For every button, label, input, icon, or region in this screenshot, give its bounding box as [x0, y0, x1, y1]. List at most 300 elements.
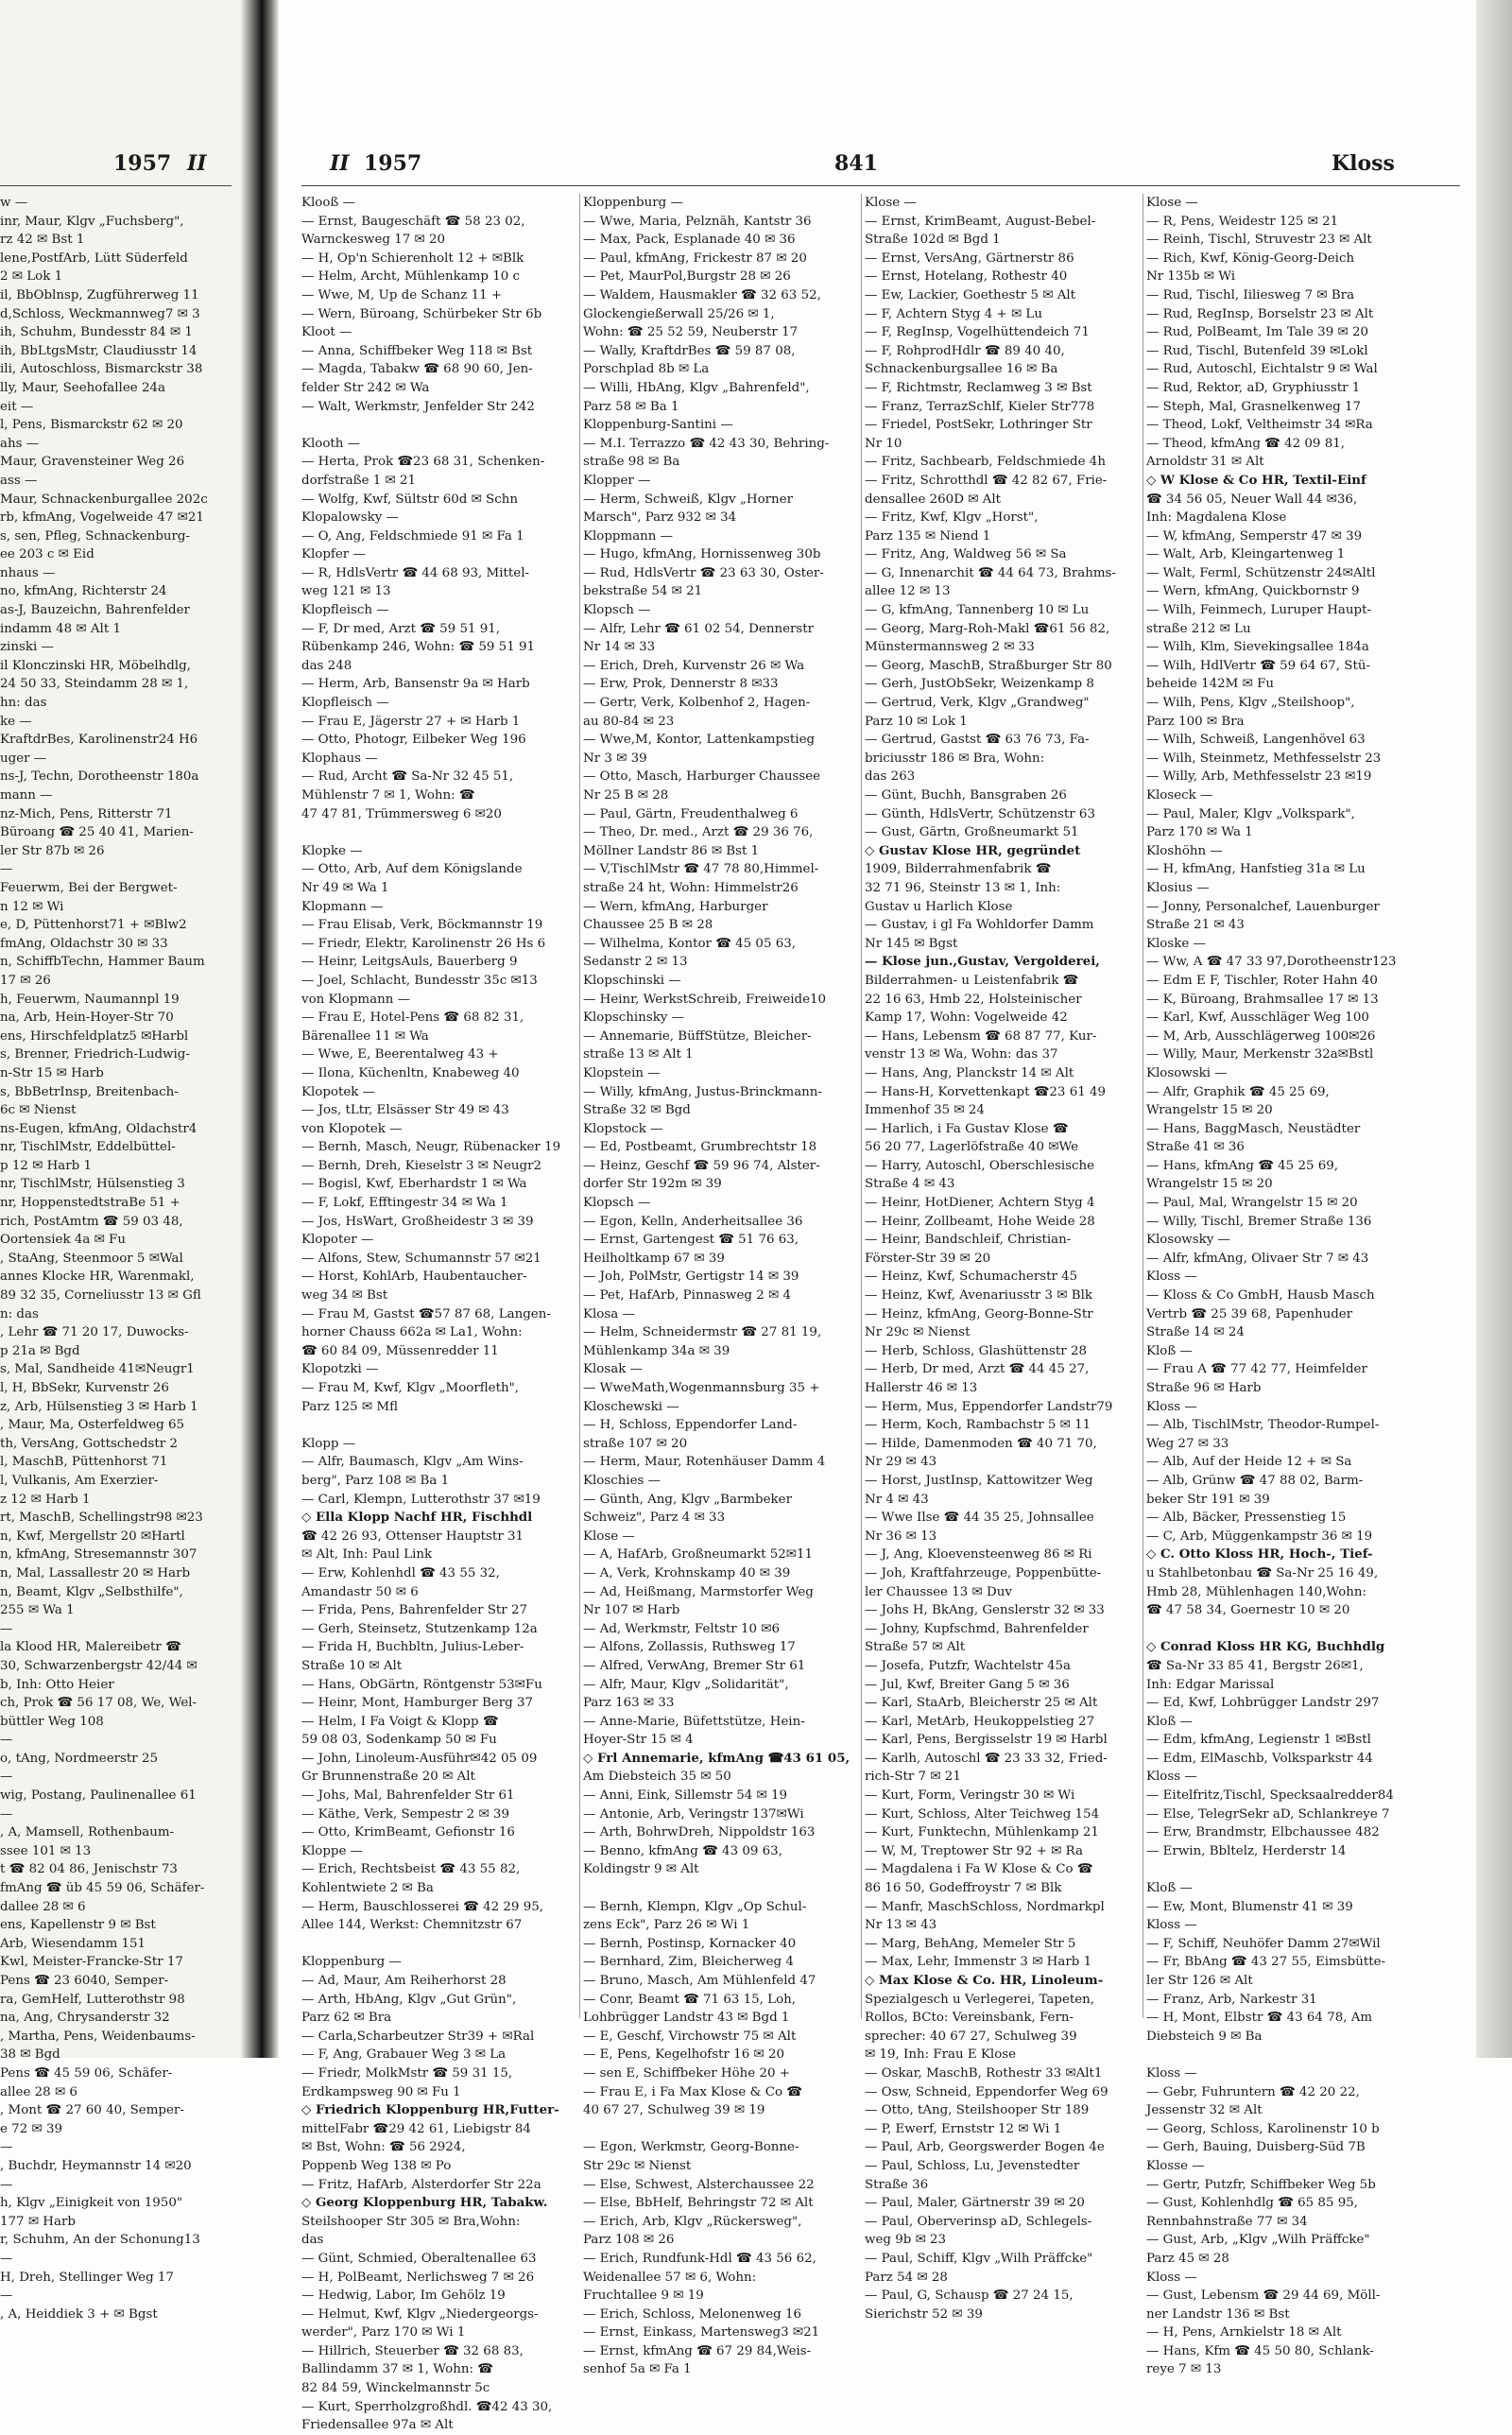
directory-entry-line: ili, Autoschloss, Bismarckstr 38: [0, 362, 203, 377]
directory-entry-line: Nr 10: [865, 436, 902, 451]
directory-entry-line: — Alb, Grünw ☎ 47 88 02, Barm-: [1146, 1473, 1364, 1488]
directory-entry-line: ✉ Alt, Inh: Paul Link: [301, 1547, 433, 1563]
directory-entry-line: — Gust, Kohlenhdlg ☎ 65 85 95,: [1146, 2196, 1359, 2211]
directory-entry-line: Nr 25 B ✉ 28: [583, 788, 669, 803]
directory-entry-line: fmAng ☎ üb 45 59 06, Schäfer-: [0, 1881, 205, 1896]
directory-entry-line: [1146, 1620, 1430, 1639]
directory-entry-line: t ☎ 82 04 86, Jenischstr 73: [0, 1862, 178, 1877]
directory-entry-line: — Wilh, Schweiß, Langenhövel 63: [1146, 733, 1366, 748]
left-header-year: 1957: [113, 151, 172, 176]
directory-entry-line: — Georg, MaschB, Straßburger Str 80: [865, 658, 1112, 673]
directory-entry-line: 255 ✉ Wa 1: [0, 1603, 75, 1618]
directory-entry-line: Parz 100 ✉ Bra: [1146, 714, 1245, 729]
directory-entry-line: — Ilona, Küchenltn, Knabeweg 40: [301, 1065, 520, 1080]
directory-entry-line: — Gust, Arb, „Klgv „Wilh Präffcke": [1146, 2233, 1370, 2248]
directory-entry-line: — Ed, Kwf, Lohbrügger Landstr 297: [1146, 1696, 1380, 1711]
directory-entry-line: — Edm E F, Tischler, Roter Hahn 40: [1146, 973, 1378, 988]
directory-entry-line: Weidenallee 57 ✉ 6, Wohn:: [583, 2270, 757, 2285]
directory-entry-line: — Wally, KraftdrBes ☎ 59 87 08,: [583, 343, 796, 358]
directory-entry-line: — Paul, Oberverinsp aD, Schlegels-: [865, 2214, 1092, 2229]
directory-entry-line: [583, 2120, 857, 2139]
directory-entry-line: — Alfons, Zollassis, Ruthsweg 17: [583, 1640, 796, 1655]
directory-entry-line: — Ernst, KrimBeamt, August-Bebel-: [865, 214, 1096, 229]
directory-entry-line: Kloß —: [1146, 1343, 1193, 1358]
directory-entry-line: Kloppenburg —: [583, 196, 683, 210]
directory-entry-line: — Fritz, Schrotthdl ☎ 42 82 67, Frie-: [865, 473, 1108, 488]
directory-entry-line: , Martha, Pens, Weidenbaums-: [0, 2029, 196, 2044]
directory-entry-line: — Heinr, Zollbeamt, Hohe Weide 28: [865, 1214, 1095, 1229]
directory-entry-line: — Helmut, Kwf, Klgv „Niedergeorgs-: [301, 2306, 539, 2322]
directory-entry-line: — Alfr, Graphik ☎ 45 25 69,: [1146, 1084, 1330, 1099]
directory-entry-line: Poppenb Weg 138 ✉ Po: [301, 2158, 452, 2173]
directory-entry-line: p 21a ✉ Bgd: [0, 1343, 80, 1358]
directory-entry-line: bekstraße 54 ✉ 21: [583, 584, 703, 599]
directory-entry-line: — Hans, Lebensm ☎ 68 87 77, Kur-: [865, 1028, 1097, 1044]
directory-entry-line: — Joh, PolMstr, Gertigstr 14 ✉ 39: [583, 1269, 799, 1285]
directory-entry-line: 22 16 63, Hmb 22, Holsteinischer: [865, 992, 1082, 1007]
directory-entry-line: — Walt, Arb, Kleingartenweg 1: [1146, 547, 1346, 562]
directory-entry-line: — V,TischlMstr ☎ 47 78 80,Himmel-: [583, 862, 819, 877]
directory-entry-line: — Erw, Kohlenhdl ☎ 43 55 32,: [301, 1565, 500, 1580]
directory-entry-line: Kloß —: [1146, 1881, 1193, 1896]
directory-entry-line: — Ew, Lackier, Goethestr 5 ✉ Alt: [865, 287, 1076, 302]
directory-entry-line: — F, Lokf, Efftingestr 34 ✉ Wa 1: [301, 1196, 508, 1211]
directory-entry-line: 86 16 50, Godeffroystr 7 ✉ Blk: [865, 1881, 1062, 1896]
directory-entry-line: Parz 135 ✉ Niend 1: [865, 528, 991, 544]
directory-entry-line: Klopsch —: [583, 603, 651, 618]
directory-entry-line: l, H, BbSekr, Kurvenstr 26: [0, 1381, 169, 1395]
directory-entry-line: 24 50 33, Steindamm 28 ✉ 1,: [0, 677, 189, 692]
directory-entry-line: — Erich, Rechtsbeist ☎ 43 55 82,: [301, 1862, 521, 1877]
directory-entry-line: Wohn: ☎ 25 52 59, Neuberstr 17: [583, 325, 799, 340]
directory-entry-line: Maur, Schnackenburgallee 202c: [0, 492, 208, 507]
directory-entry-line: ◇ Friedrich Kloppenburg HR,Futter-: [301, 2102, 559, 2118]
directory-entry-line: — Ad, Werkmstr, Feltstr 10 ✉6: [583, 1621, 780, 1636]
directory-entry-line: n, Mal, Lassallestr 20 ✉ Harb: [0, 1565, 191, 1580]
directory-entry-line: — G, Innenarchit ☎ 44 64 73, Brahms-: [865, 565, 1116, 580]
directory-entry-line: — Otto, Arb, Auf dem Königslande: [301, 862, 523, 877]
directory-entry-line: straße 98 ✉ Ba: [583, 455, 680, 470]
directory-entry-line: — Willy, Tischl, Bremer Straße 136: [1146, 1214, 1372, 1229]
directory-entry-line: — Franz, TerrazSchlf, Kieler Str778: [865, 399, 1095, 414]
directory-entry-line: — Oskar, MaschB, Rothestr 33 ✉Alt1: [865, 2065, 1103, 2081]
directory-entry-line: — Edm, kfmAng, Legienstr 1 ✉Bstl: [1146, 1733, 1371, 1748]
directory-entry-line: l, MaschB, Püttenhorst 71: [0, 1455, 168, 1470]
directory-entry-line: ens, Kapellenstr 9 ✉ Bst: [0, 1918, 156, 1933]
directory-entry-line: — Heinz, Kwf, Schumacherstr 45: [865, 1269, 1078, 1285]
directory-entry-line: weg 9b ✉ 23: [865, 2233, 947, 2248]
directory-entry-line: Nr 36 ✉ 13: [865, 1528, 937, 1544]
directory-entry-line: — Reinh, Tischl, Struvestr 23 ✉ Alt: [1146, 233, 1372, 248]
directory-entry-line: das 248: [301, 658, 352, 673]
directory-entry-line: Klosa —: [583, 1306, 635, 1321]
directory-entry-line: Büroang ☎ 25 40 41, Marien-: [0, 825, 194, 840]
directory-entry-line: Kloppe —: [301, 1843, 364, 1858]
directory-entry-line: Klopp —: [301, 1436, 356, 1451]
directory-entry-line: werder", Parz 170 ✉ Wi 1: [301, 2325, 466, 2340]
directory-entry-line: — Georg, Marg-Roh-Makl ☎61 56 82,: [865, 621, 1110, 636]
directory-entry-line: — Anna, Schiffbeker Weg 118 ✉ Bst: [301, 343, 533, 358]
directory-entry-line: — Kurt, Sperrholzgroßhdl. ☎42 43 30,: [301, 2399, 553, 2414]
directory-entry-line: Möllner Landstr 86 ✉ Bst 1: [583, 843, 760, 858]
directory-entry-line: Klopfleisch —: [301, 696, 389, 711]
directory-entry-line: — Gebr, Fuhruntern ☎ 42 20 22,: [1146, 2084, 1360, 2099]
directory-entry-line: Hmb 28, Mühlenhagen 140,Wohn:: [1146, 1584, 1367, 1599]
directory-entry-line: Straße 96 ✉ Harb: [1146, 1381, 1262, 1395]
directory-entry-line: — Gustav, i gl Fa Wohldorfer Damm: [865, 918, 1094, 933]
directory-entry-line: — Fritz, HafArb, Alsterdorfer Str 22a: [301, 2177, 541, 2192]
directory-entry-line: 2 ✉ Lok 1: [0, 269, 63, 285]
directory-entry-line: Klopper —: [583, 473, 651, 488]
directory-entry-line: ass —: [0, 473, 38, 488]
directory-entry-line: straße 212 ✉ Lu: [1146, 621, 1251, 636]
directory-entry-line: — Eitelfritz,Tischl, Specksaalredder84: [1146, 1788, 1394, 1804]
directory-entry-line: — Käthe, Verk, Sempestr 2 ✉ 39: [301, 1806, 509, 1822]
directory-entry-line: — Erich, Schloss, Melonenweg 16: [583, 2306, 802, 2322]
directory-entry-line: — Max, Pack, Esplanade 40 ✉ 36: [583, 233, 796, 248]
directory-entry-line: — Rud, PolBeamt, Im Tale 39 ✉ 20: [1146, 325, 1368, 340]
directory-entry-line: dorfer Str 192m ✉ 39: [583, 1177, 722, 1192]
directory-entry-line: 30, Schwarzenbergstr 42/44 ✉: [0, 1658, 198, 1673]
directory-entry-line: — Helm, Schneidermstr ☎ 27 81 19,: [583, 1325, 822, 1340]
directory-entry-line: n-Str 15 ✉ Harb: [0, 1065, 104, 1080]
left-page: [0, 142, 236, 2322]
directory-entry-line: Bärenallee 11 ✉ Wa: [301, 1028, 429, 1044]
directory-entry-line: — Frida, Pens, Bahrenfelder Str 27: [301, 1603, 527, 1618]
directory-entry-line: ns-J, Techn, Dorotheenstr 180a: [0, 769, 199, 785]
directory-column-4: [1146, 194, 1430, 2379]
directory-entry-line: Gustav u Harlich Klose: [865, 899, 1013, 914]
directory-entry-line: , StaAng, Steenmoor 5 ✉Wal: [0, 1251, 183, 1266]
directory-entry-line: ☎ 34 56 05, Neuer Wall 44 ✉36,: [1146, 492, 1358, 507]
directory-entry-line: — Carl, Klempn, Lutterothstr 37 ✉19: [301, 1492, 541, 1507]
directory-entry-line: Kloschies —: [583, 1473, 662, 1488]
directory-entry-line: — Johs H, BkAng, Genslerstr 32 ✉ 33: [865, 1603, 1105, 1618]
directory-entry-line: Nr 29 ✉ 43: [865, 1455, 937, 1470]
directory-entry-line: — Hans, Ang, Planckstr 14 ✉ Alt: [865, 1065, 1074, 1080]
directory-entry-line: — F, Dr med, Arzt ☎ 59 51 91,: [301, 621, 501, 636]
directory-entry-line: Straße 21 ✉ 43: [1146, 918, 1245, 933]
directory-entry-line: — Hans, ObGärtn, Röntgenstr 53✉Fu: [301, 1677, 542, 1692]
directory-entry-line: — Karl, Pens, Bergisselstr 19 ✉ Harbl: [865, 1733, 1108, 1748]
directory-entry-line: Klosse —: [1146, 2158, 1205, 2173]
directory-entry-line: inr, Maur, Klgv „Fuchsberg",: [0, 214, 184, 229]
directory-entry-line: — Bernh, Dreh, Kieselstr 3 ✉ Neugr2: [301, 1158, 541, 1173]
directory-entry-line: , A, Mamsell, Rothenbaum-: [0, 1825, 175, 1840]
directory-entry-line: ◇ W Klose & Co HR, Textil-Einf: [1146, 472, 1366, 488]
directory-entry-line: — sen E, Schiffbeker Höhe 20 +: [583, 2065, 790, 2081]
directory-entry-line: —: [0, 1733, 13, 1748]
column-divider: [861, 194, 862, 2018]
directory-entry-line: eit —: [0, 399, 34, 414]
directory-entry-line: briciusstr 186 ✉ Bra, Wohn:: [865, 751, 1045, 766]
directory-entry-line: — Alfons, Stew, Schumannstr 57 ✉21: [301, 1251, 541, 1266]
directory-entry-line: 40 67 27, Schulweg 39 ✉ 19: [583, 2103, 765, 2118]
directory-entry-line: — Gust, Lebensm ☎ 29 44 69, Möll-: [1146, 2288, 1381, 2304]
directory-entry-line: Friedensallee 97a ✉ Alt: [301, 2418, 454, 2433]
directory-entry-line: Klopstock —: [583, 1121, 663, 1136]
directory-entry-line: 17 ✉ 26: [0, 973, 51, 988]
directory-entry-line: Bilderrahmen- u Leistenfabrik ☎: [865, 973, 1079, 988]
directory-entry-line: Vertrb ☎ 25 39 68, Papenhuder: [1146, 1306, 1353, 1321]
directory-entry-line: Straße 14 ✉ 24: [1146, 1325, 1245, 1340]
directory-entry-line: Porschplad 8b ✉ La: [583, 362, 710, 377]
directory-entry-line: Wrangelstr 15 ✉ 20: [1146, 1103, 1273, 1118]
directory-entry-line: — Horst, KohlArb, Haubentaucher-: [301, 1269, 527, 1285]
book-gutter: [241, 0, 279, 2058]
directory-entry-line: — Herm, Mus, Eppendorfer Landstr79: [865, 1399, 1113, 1414]
directory-entry-line: von Klopotek —: [301, 1121, 403, 1136]
directory-entry-line: Str 29c ✉ Nienst: [583, 2158, 692, 2173]
directory-entry-line: — Hugo, kfmAng, Hornissenweg 30b: [583, 547, 821, 562]
directory-entry-line: annes Klocke HR, Warenmakl,: [0, 1269, 195, 1285]
directory-entry-line: — G, kfmAng, Tannenberg 10 ✉ Lu: [865, 603, 1090, 618]
directory-entry-line: — P, Ewerf, Ernststr 12 ✉ Wi 1: [865, 2121, 1062, 2136]
directory-entry-line: — Kloss & Co GmbH, Hausb Masch: [1146, 1288, 1375, 1304]
directory-entry-line: Klopschinsky —: [583, 1010, 685, 1026]
directory-entry-line: Kloppmann —: [583, 528, 674, 544]
directory-entry-line: — F, Achtern Styg 4 + ✉ Lu: [865, 306, 1042, 321]
directory-entry-line: n, Beamt, Klgv „Selbsthilfe",: [0, 1584, 183, 1599]
directory-entry-line: — Wilh, Steinmetz, Methfesselstr 23: [1146, 751, 1382, 766]
directory-entry-line: — Herta, Prok ☎23 68 31, Schenken-: [301, 455, 545, 470]
directory-entry-line: — R, HdlsVertr ☎ 44 68 93, Mittel-: [301, 565, 530, 580]
directory-entry-line: ke —: [0, 714, 32, 729]
directory-entry-line: — Alfr, Lehr ☎ 61 02 54, Dennerstr: [583, 621, 815, 636]
directory-entry-line: ch, Prok ☎ 56 17 08, We, Wel-: [0, 1696, 198, 1711]
directory-entry-line: Kloss —: [1146, 1918, 1197, 1933]
directory-entry-line: — Fritz, Kwf, Klgv „Horst",: [865, 510, 1039, 526]
directory-entry-line: — Alfr, Baumasch, Klgv „Am Wins-: [301, 1455, 524, 1470]
directory-entry-line: — Bernhard, Zim, Bleicherweg 4: [583, 1955, 794, 1970]
directory-entry-line: allee 28 ✉ 6: [0, 2084, 77, 2099]
directory-entry-line: lene,PostfArb, Lütt Süderfeld: [0, 250, 188, 266]
directory-entry-line: ☎ 47 58 34, Goernestr 10 ✉ 20: [1146, 1603, 1350, 1618]
directory-entry-line: — E, Pens, Kegelhofstr 16 ✉ 20: [583, 2047, 784, 2063]
directory-entry-line: — H, Op'n Schierenholt 12 + ✉Blk: [301, 250, 524, 266]
directory-entry-line: — Harlich, i Fa Gustav Klose ☎: [865, 1121, 1069, 1136]
directory-entry-line: Hallerstr 46 ✉ 13: [865, 1381, 978, 1395]
directory-entry-line: Gr Brunnenstraße 20 ✉ Alt: [301, 1770, 475, 1785]
directory-entry-line: Straße 41 ✉ 36: [1146, 1140, 1245, 1155]
directory-entry-line: Straße 4 ✉ 43: [865, 1177, 955, 1192]
directory-entry-line: Schnackenburgsallee 16 ✉ Ba: [865, 362, 1058, 377]
directory-entry-line: Sedanstr 2 ✉ 13: [583, 955, 688, 970]
directory-entry-line: Klosowsky —: [1146, 1233, 1230, 1248]
directory-entry-line: ✉ Bst, Wohn: ☎ 56 2924,: [301, 2140, 466, 2155]
directory-entry-line: nz-Mich, Pens, Ritterstr 71: [0, 806, 173, 821]
directory-entry-line: Parz 54 ✉ 28: [865, 2270, 948, 2285]
directory-entry-line: — Heinr, WerkstSchreib, Freiweide10: [583, 992, 827, 1007]
directory-entry-line: — Otto, Photogr, Eilbeker Weg 196: [301, 733, 526, 748]
directory-entry-line: hn: das: [0, 696, 47, 711]
directory-entry-line: — Otto, Masch, Harburger Chaussee: [583, 769, 821, 785]
directory-entry-line: w —: [0, 196, 28, 210]
directory-entry-line: — Herm, Arb, Bansenstr 9a ✉ Harb: [301, 677, 530, 692]
directory-entry-line: — Fritz, Ang, Waldweg 56 ✉ Sa: [865, 547, 1067, 562]
directory-entry-line: — Heinr, LeitgsAuls, Bauerberg 9: [301, 955, 518, 970]
directory-entry-line: fmAng, Oldachstr 30 ✉ 33: [0, 936, 168, 951]
directory-entry-line: — H, Schloss, Eppendorfer Land-: [583, 1418, 798, 1433]
directory-entry-line: ssee 101 ✉ 13: [0, 1843, 92, 1858]
directory-entry-line: — Wilh, HdlVertr ☎ 59 64 67, Stü-: [1146, 658, 1370, 673]
directory-entry-line: — Frau E, i Fa Max Klose & Co ☎: [583, 2084, 802, 2099]
directory-entry-line: 59 08 03, Sodenkamp 50 ✉ Fu: [301, 1733, 497, 1748]
directory-entry-line: e 72 ✉ 39: [0, 2121, 62, 2136]
directory-entry-line: straße 13 ✉ Alt 1: [583, 1047, 694, 1062]
directory-entry-line: — Fr, BbAng ☎ 43 27 55, Eimsbütte-: [1146, 1955, 1386, 1970]
directory-entry-line: h, Klgv „Einigkeit von 1950": [0, 2196, 182, 2211]
directory-entry-line: no, kfmAng, Richterstr 24: [0, 584, 167, 599]
directory-entry-line: Diebsteich 9 ✉ Ba: [1146, 2029, 1263, 2044]
directory-entry-line: — Hans-H, Korvettenkapt ☎23 61 49: [865, 1084, 1107, 1099]
directory-entry-line: — Benno, kfmAng ☎ 43 09 63,: [583, 1843, 782, 1858]
directory-entry-line: Klopfer —: [301, 547, 366, 562]
directory-entry-line: z, Arb, Hülsenstieg 3 ✉ Harb 1: [0, 1399, 198, 1414]
directory-entry-line: Lohbrügger Landstr 43 ✉ Bgd 1: [583, 2011, 790, 2026]
directory-entry-line: p 12 ✉ Harb 1: [0, 1158, 93, 1173]
directory-entry-line: straße 107 ✉ 20: [583, 1436, 688, 1451]
directory-entry-line: Nr 13 ✉ 43: [865, 1918, 937, 1933]
directory-entry-line: — Friedr, MolkMstr ☎ 59 31 15,: [301, 2065, 513, 2081]
directory-entry-line: — Willy, kfmAng, Justus-Brinckmann-: [583, 1084, 822, 1099]
directory-entry-line: —: [0, 2288, 13, 2304]
directory-entry-line: — H, kfmAng, Hanfstieg 31a ✉ Lu: [1146, 862, 1366, 877]
directory-entry-line: — Waldem, Hausmakler ☎ 32 63 52,: [583, 287, 821, 302]
directory-entry-line: ens, Hirschfeldplatz5 ✉Harbl: [0, 1028, 189, 1044]
directory-entry-line: h, Feuerwm, Naumannpl 19: [0, 992, 180, 1007]
directory-entry-line: Straße 32 ✉ Bgd: [583, 1103, 691, 1118]
directory-entry-line: n, Kwf, Mergellstr 20 ✉Hartl: [0, 1528, 185, 1544]
directory-entry-line: — Harry, Autoschl, Oberschlesische: [865, 1158, 1095, 1173]
directory-entry-line: Pens ☎ 45 59 06, Schäfer-: [0, 2065, 173, 2081]
directory-entry-line: — Ew, Mont, Blumenstr 41 ✉ 39: [1146, 1899, 1353, 1914]
directory-entry-line: — Anne-Marie, Büfettstütze, Hein-: [583, 1714, 805, 1729]
directory-column-2: [583, 194, 857, 2379]
directory-entry-line: nr, TischlMstr, Hülsenstieg 3: [0, 1177, 185, 1192]
directory-entry-line: u Stahlbetonbau ☎ Sa-Nr 25 16 49,: [1146, 1565, 1379, 1580]
directory-entry-line: — Bernh, Postinsp, Kornacker 40: [583, 1936, 797, 1951]
directory-entry-line: 89 32 35, Corneliusstr 13 ✉ Gfl: [0, 1288, 201, 1304]
directory-entry-line: — Gerh, Steinsetz, Stutzenkamp 12a: [301, 1621, 538, 1636]
directory-entry-line: — Willi, HbAng, Klgv „Bahrenfeld",: [583, 380, 810, 395]
directory-entry-line: — Gertrud, Verk, Klgv „Grandweg": [865, 696, 1090, 711]
directory-entry-line: ◇ C. Otto Kloss HR, Hoch-, Tief-: [1146, 1546, 1373, 1563]
directory-entry-line: — Paul, Mal, Wrangelstr 15 ✉ 20: [1146, 1196, 1358, 1211]
directory-entry-line: — Paul, Gärtn, Freudenthalweg 6: [583, 806, 799, 821]
directory-entry-line: Klopotzki —: [301, 1362, 379, 1377]
directory-entry-line: H, Dreh, Stellinger Weg 17: [0, 2270, 174, 2285]
directory-entry-line: , A, Heiddiek 3 + ✉ Bgst: [0, 2306, 158, 2322]
directory-entry-line: — C, Arb, Müggenkampstr 36 ✉ 19: [1146, 1528, 1373, 1544]
directory-entry-line: — Frau M, Gastst ☎57 87 68, Langen-: [301, 1306, 551, 1321]
directory-entry-line: indamm 48 ✉ Alt 1: [0, 621, 121, 636]
directory-entry-line: ☎ Sa-Nr 33 85 41, Bergstr 26✉1,: [1146, 1658, 1364, 1673]
directory-entry-line: — W, kfmAng, Semperstr 47 ✉ 39: [1146, 528, 1363, 544]
directory-entry-line: — Pet, HafArb, Pinnasweg 2 ✉ 4: [583, 1288, 792, 1304]
directory-entry-line: Kloppenburg —: [301, 1955, 402, 1970]
directory-entry-line: Straße 10 ✉ Alt: [301, 1658, 403, 1673]
directory-entry-line: — Walt, Ferml, Schützenstr 24✉Altl: [1146, 565, 1376, 580]
directory-entry-line: — Herm, Koch, Rambachstr 5 ✉ 11: [865, 1418, 1091, 1433]
directory-entry-line: — Gerh, JustObSekr, Weizenkamp 8: [865, 677, 1094, 692]
directory-entry-line: — M, Arb, Ausschlägerweg 100✉26: [1146, 1028, 1376, 1044]
directory-entry-line: mittelFabr ☎29 42 61, Liebigstr 84: [301, 2121, 531, 2136]
directory-entry-line: — Hans, kfmAng ☎ 45 25 69,: [1146, 1158, 1339, 1173]
directory-entry-line: — Heinr, HotDiener, Achtern Styg 4: [865, 1196, 1095, 1211]
directory-entry-line: r, Schuhm, An der Schonung13: [0, 2233, 200, 2248]
directory-entry-line: Klopmann —: [301, 899, 384, 914]
directory-entry-line: — Klose jun.,Gustav, Vergolderei,: [865, 954, 1100, 970]
directory-entry-line: Jessenstr 32 ✉ Alt: [1146, 2103, 1263, 2118]
directory-entry-line: Wrangelstr 15 ✉ 20: [1146, 1177, 1273, 1192]
directory-entry-line: — Rud, Archt ☎ Sa-Nr 32 45 51,: [301, 769, 514, 785]
directory-entry-line: — Fritz, Sachbearb, Feldschmiede 4h: [865, 455, 1106, 470]
directory-entry-line: Ballindamm 37 ✉ 1, Wohn: ☎: [301, 2362, 493, 2377]
directory-entry-line: 1909, Bilderrahmenfabrik ☎: [865, 862, 1052, 877]
directory-entry-line: , Lehr ☎ 71 20 17, Duwocks-: [0, 1325, 189, 1340]
directory-entry-line: — Magdalena i Fa W Klose & Co ☎: [865, 1862, 1093, 1877]
directory-entry-line: lly, Maur, Seehofallee 24a: [0, 380, 165, 395]
directory-entry-line: Förster-Str 39 ✉ 20: [865, 1251, 991, 1266]
directory-entry-line: Klopotek —: [301, 1084, 376, 1099]
directory-entry-line: — Alfr, Maur, Klgv „Solidarität",: [583, 1677, 789, 1692]
directory-entry-line: , Buchdr, Heymannstr 14 ✉20: [0, 2158, 192, 2173]
directory-entry-line: — Magda, Tabakw ☎ 68 90 60, Jen-: [301, 362, 533, 377]
directory-entry-line: — Wwe, Maria, Pelznäh, Kantstr 36: [583, 214, 812, 229]
directory-entry-line: reye 7 ✉ 13: [1146, 2362, 1222, 2377]
directory-entry-line: — Theod, kfmAng ☎ 42 09 81,: [1146, 436, 1345, 451]
directory-entry-line: — Frau M, Kwf, Klgv „Moorfleth",: [301, 1381, 520, 1395]
directory-entry-line: — Manfr, MaschSchloss, Nordmarkpl: [865, 1899, 1105, 1914]
directory-entry-line: Klophaus —: [301, 751, 378, 766]
directory-entry-line: Chaussee 25 B ✉ 28: [583, 918, 713, 933]
directory-entry-line: — Herm, Schweiß, Klgv „Horner: [583, 492, 793, 507]
directory-entry-line: —: [0, 2140, 13, 2155]
directory-entry-line: [301, 1935, 576, 1954]
directory-entry-line: o, tAng, Nordmeerstr 25: [0, 1751, 158, 1766]
directory-entry-line: — Herm, Maur, Rotenhäuser Damm 4: [583, 1455, 826, 1470]
directory-entry-line: b, Inh: Otto Heier: [0, 1677, 114, 1692]
directory-entry-line: Schweiz", Parz 4 ✉ 33: [583, 1511, 726, 1526]
directory-entry-line: — Walt, Werkmstr, Jenfelder Str 242: [301, 399, 535, 414]
directory-entry-line: wig, Postang, Paulinenallee 61: [0, 1788, 197, 1804]
directory-entry-line: — Alfr, kfmAng, Olivaer Str 7 ✉ 43: [1146, 1251, 1369, 1266]
directory-entry-line: — R, Pens, Weidestr 125 ✉ 21: [1146, 214, 1339, 229]
directory-entry-line: — Ernst, Gartengest ☎ 51 76 63,: [583, 1233, 799, 1248]
directory-entry-line: — Wern, kfmAng, Harburger: [583, 899, 768, 914]
directory-entry-line: straße 24 ht, Wohn: Himmelstr26: [583, 880, 799, 895]
directory-entry-line: l, Pens, Bismarckstr 62 ✉ 20: [0, 418, 183, 433]
directory-entry-line: — Alfred, VerwAng, Bremer Str 61: [583, 1658, 806, 1673]
directory-entry-line: Klose —: [583, 1528, 635, 1544]
directory-entry-line: — Frau E, Jägerstr 27 + ✉ Harb 1: [301, 714, 521, 729]
directory-entry-line: — Rud, Tischl, Butenfeld 39 ✉Lokl: [1146, 343, 1368, 358]
directory-entry-line: ler Str 126 ✉ Alt: [1146, 1974, 1253, 1988]
directory-entry-line: l, Vulkanis, Am Exerzier-: [0, 1473, 159, 1488]
directory-entry-line: Parz 45 ✉ 28: [1146, 2251, 1229, 2266]
directory-entry-line: Pens ☎ 23 6040, Semper-: [0, 1974, 169, 1988]
directory-entry-line: — Paul, Schiff, Klgv „Wilh Präffcke": [865, 2251, 1093, 2266]
directory-entry-line: — Frau E, Hotel-Pens ☎ 68 82 31,: [301, 1010, 524, 1026]
directory-entry-line: 47 47 81, Trümmersweg 6 ✉20: [301, 806, 502, 821]
directory-entry-line: — F, Ang, Grabauer Weg 3 ✉ La: [301, 2047, 507, 2063]
directory-entry-line: — Paul, kfmAng, Frickestr 87 ✉ 20: [583, 250, 807, 266]
directory-entry-line: felder Str 242 ✉ Wa: [301, 380, 430, 395]
directory-entry-line: Klopsch —: [583, 1196, 651, 1211]
directory-entry-line: Nr 135b ✉ Wi: [1146, 269, 1236, 285]
directory-entry-line: , Mont ☎ 27 60 40, Semper-: [0, 2103, 184, 2118]
